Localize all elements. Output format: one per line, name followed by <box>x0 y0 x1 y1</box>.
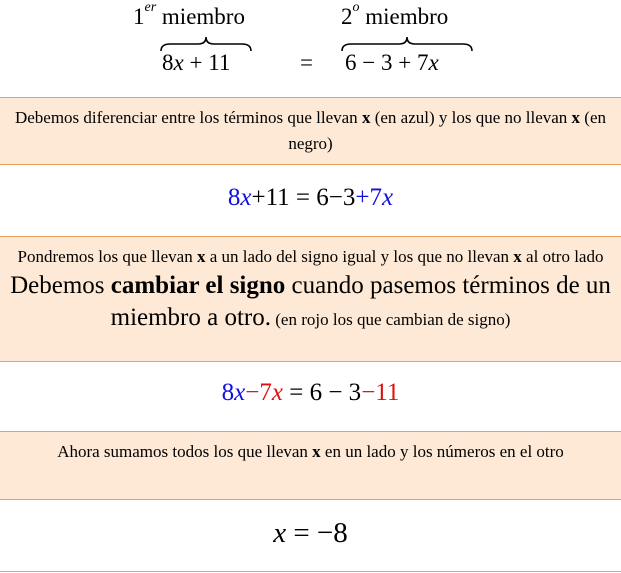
step2-text: Pondremos los que llevan x a un lado del signo igual y los que no llevan x al otro lado <box>17 247 604 266</box>
bottom-divider <box>0 571 621 572</box>
eq2-moved-number: −11 <box>361 379 400 406</box>
eq2-moved-x-term: −7x <box>245 379 283 406</box>
right-member-expression: 6 − 3 + 7x <box>345 50 439 75</box>
header-equation <box>0 0 621 92</box>
right-member-label: 2$^o$ miembro <box>341 0 449 29</box>
eq1-x-term-right: +7x <box>355 184 394 211</box>
equation-3: x = −8 <box>273 517 348 549</box>
step2-rule: Debemos cambiar el signo cuando pasemos términos de un miembro a otro. (en rojo los que cambian de signo) <box>10 272 611 331</box>
header-equals-sign: = <box>300 50 313 75</box>
step3-explanation: Ahora sumamos todos los que llevan x en un lado y los números en el otro <box>0 431 621 500</box>
left-member-expression: 8x + 11 <box>162 50 231 75</box>
left-member-label: 1er miembro <box>133 0 245 29</box>
equation-2: 8x−7x = 6 − 3−11 <box>221 379 400 406</box>
equation-1: 8x+11 = 6−3+7x <box>227 184 394 211</box>
eq1-x-term: 8x <box>227 184 252 211</box>
step2-explanation <box>0 236 621 362</box>
eq2-x-term: 8x <box>221 379 246 406</box>
step1-explanation: Debemos diferenciar entre los términos que llevan x (en azul) y los que no llevan x (en negro) <box>0 97 621 165</box>
